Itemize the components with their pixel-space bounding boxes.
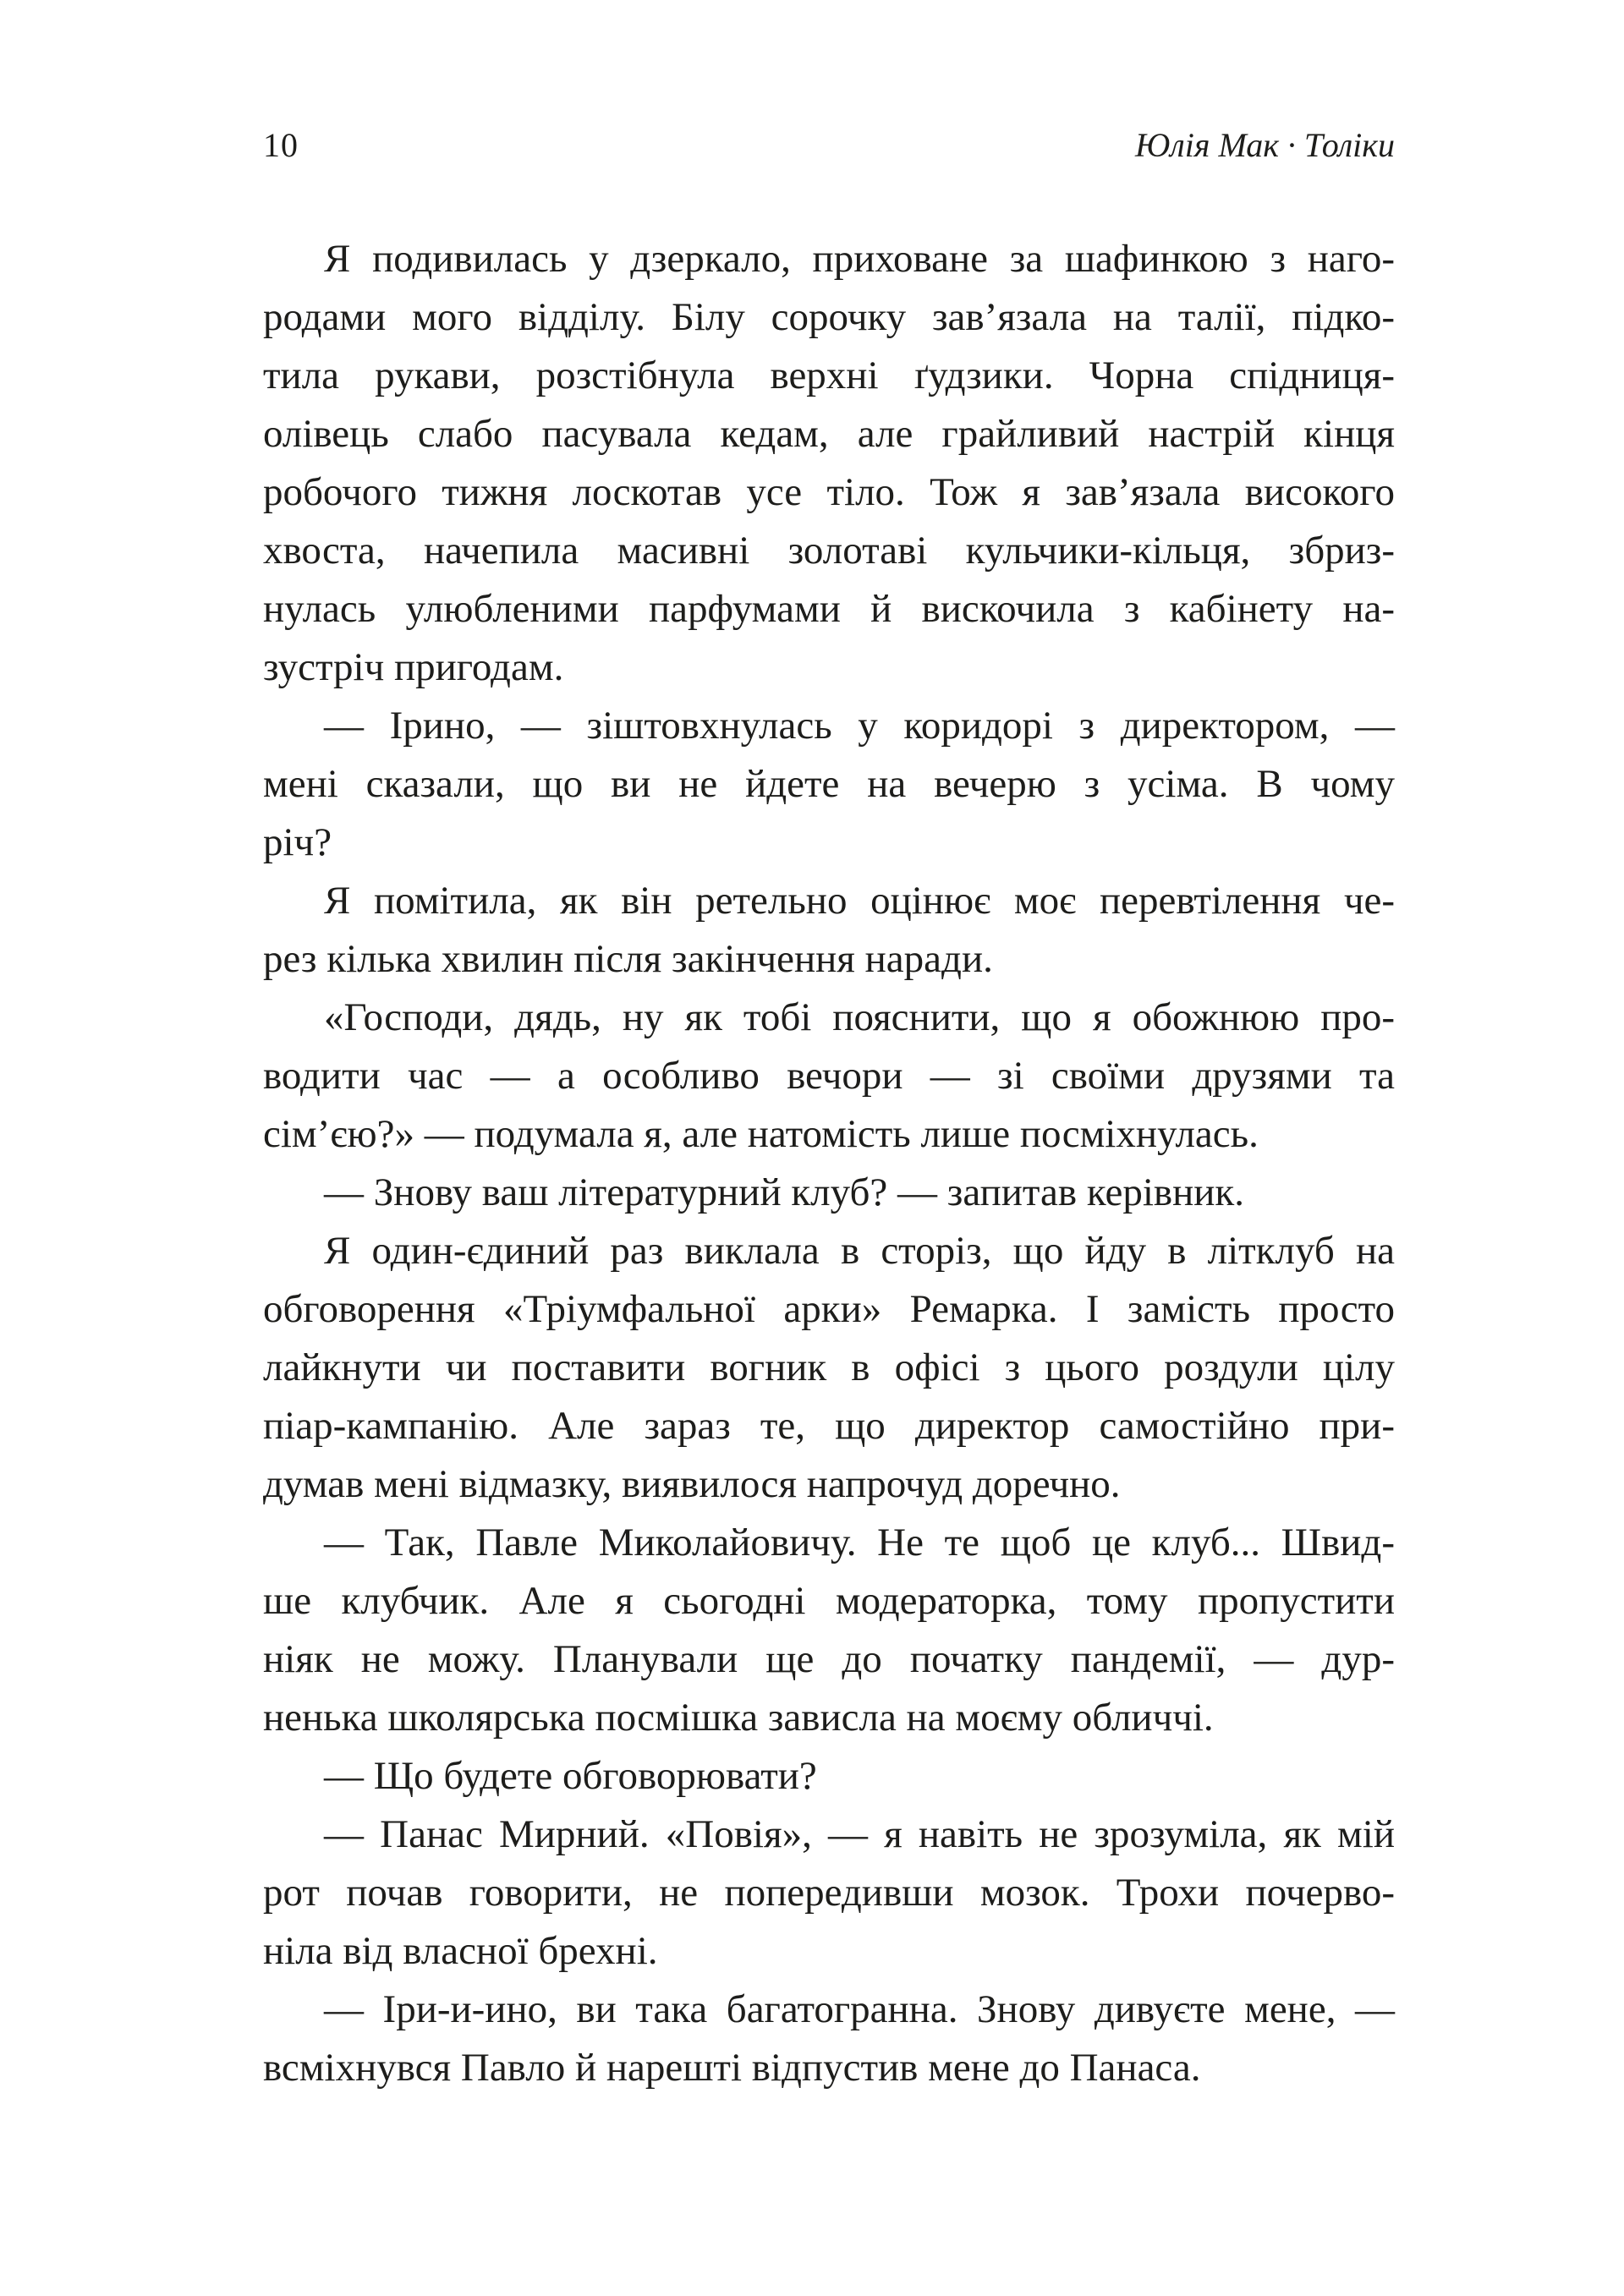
text-line: лайкнути чи поставити вогник в офісі з цього роздули цілу [263,1345,1395,1389]
paragraph [263,697,1395,872]
text-line: олівець слабо пасувала кедам, але грайливий настрій кінця [263,412,1395,456]
text-line: річ? [263,820,332,864]
text-line: зустріч пригодам. [263,645,564,689]
paragraph [263,872,1395,989]
text-line: всміхнувся Павло й нарешті відпустив мене до Панаса. [263,2046,1201,2090]
text-line: — Так, Павле Миколайовичу. Не те щоб це клуб... Швид- [324,1521,1395,1564]
page-number: 10 [263,126,299,164]
text-line: водити час — а особливо вечори — зі своїми друзями та [263,1054,1395,1098]
text-line: обговорення «Тріумфальної арки» Ремарка. І замість просто [263,1287,1395,1331]
text-line: рез кілька хвилин після закінчення наради. [263,937,993,981]
page-header [263,125,1395,166]
text-block [263,230,1395,2097]
paragraph [263,1981,1395,2097]
text-line: Я подивилась у дзеркало, приховане за шафинкою з наго- [324,237,1395,281]
paragraph [263,1164,1395,1222]
text-line: ше клубчик. Але я сьогодні модераторка, тому пропустити [263,1579,1395,1623]
text-line: нулась улюбленими парфумами й вискочила з кабінету на- [263,587,1395,631]
text-line: піар-кампанію. Але зараз те, що директор самостійно при- [263,1404,1395,1448]
paragraph [263,1222,1395,1514]
text-line: тила рукави, розстібнула верхні ґудзики. Чорна спідниця- [263,353,1395,397]
paragraph [263,989,1395,1164]
text-line: — Ірино, — зіштовхнулась у коридорі з директором, — [324,704,1395,748]
text-line: — Іри-и-ино, ви така багатогранна. Знову дивуєте мене, — [324,1987,1395,2031]
page-content [263,125,1395,2097]
text-line: робочого тижня лоскотав усе тіло. Тож я зав’язала високого [263,470,1395,514]
paragraph [263,230,1395,697]
text-line: ненька школярська посмішка зависла на моєму обличчі. [263,1696,1214,1740]
text-line: Я помітила, як він ретельно оцінює моє перевтілення че- [324,879,1395,923]
text-line: рот почав говорити, не попередивши мозок. Трохи почерво- [263,1871,1395,1915]
text-line: сім’єю?» — подумала я, але натомість лише посміхнулась. [263,1112,1259,1156]
text-line: Я один-єдиний раз виклала в сторіз, що йду в літклуб на [324,1229,1395,1273]
text-line: ніяк не можу. Планували ще до початку пандемії, — дур- [263,1637,1395,1681]
text-line: — Знову ваш літературний клуб? — запитав керівник. [324,1170,1244,1214]
text-line: мені сказали, що ви не йдете на вечерю з усіма. В чому [263,762,1395,806]
text-line: ніла від власної брехні. [263,1929,658,1973]
text-line: родами мого відділу. Білу сорочку зав’язала на талії, підко- [263,295,1395,339]
text-line: — Що будете обговорювати? [324,1754,817,1798]
text-line: хвоста, начепила масивні золотаві кульчики-кільця, збриз- [263,529,1395,573]
paragraph [263,1747,1395,1806]
text-line: думав мені відмазку, виявилося напрочуд доречно. [263,1462,1121,1506]
running-title: Юлія Мак · Толіки [1135,126,1395,164]
paragraph [263,1514,1395,1747]
text-line: — Панас Мирний. «Повія», — я навіть не зрозуміла, як мій [324,1812,1395,1856]
paragraph [263,1806,1395,1981]
text-line: «Господи, дядь, ну як тобі пояснити, що я обожнюю про- [324,995,1395,1039]
